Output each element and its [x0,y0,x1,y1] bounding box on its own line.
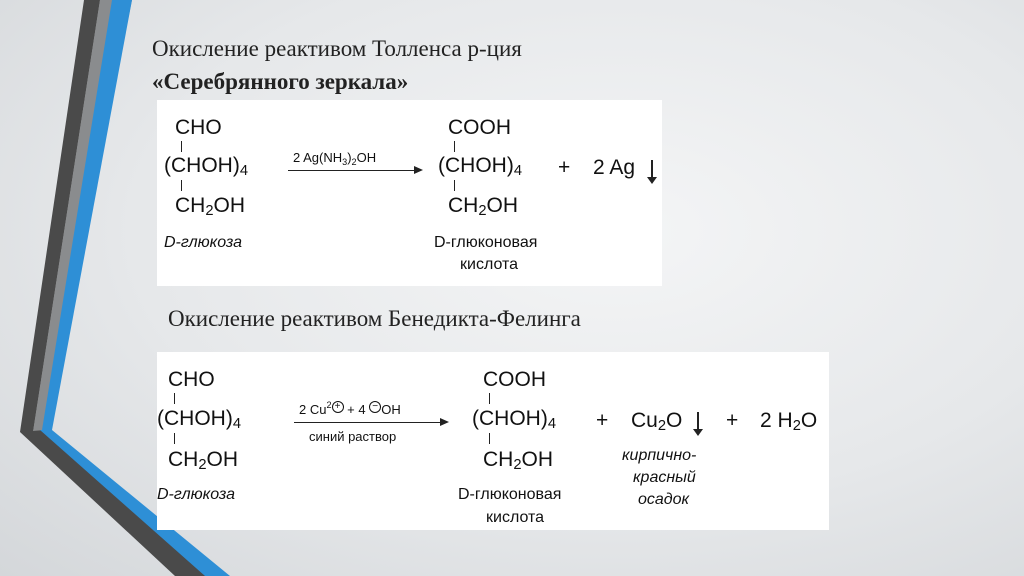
r2-ppt-label-3: осадок [638,491,690,508]
fehling-reaction-panel [157,352,829,530]
r1-product-chain: $(CHOH)_4$ [438,154,522,179]
bond-line [174,433,175,444]
r2-water: 2 $H_2O$ [760,409,818,434]
precipitate-arrow-icon [651,160,653,178]
r1-reagent: 2 $Ag(NH_3)_2OH$ [293,150,377,167]
r2-copper-oxide: $Cu_2O$ [631,409,683,434]
r2-arrow [294,422,440,423]
r1-product-ch2oh: $CH_2OH$ [448,194,519,219]
r2-plus-1: + [596,409,609,432]
r1-arrowhead [414,166,423,174]
tollens-reaction-panel [157,100,662,286]
r2-ppt-label-2: красный [633,469,696,486]
r2-product-label-2: кислота [486,509,545,526]
minus-charge-icon: − [369,401,381,413]
bond-line [454,180,455,191]
r1-plus: + [558,156,571,179]
bond-line [181,180,182,191]
r1-reactant-chain: $(CHOH)_4$ [164,154,248,179]
r1-silver: 2 Ag [593,156,636,179]
r2-reagent: 2 $Cu^2$ + + 4 − OH [299,400,401,417]
r1-product-label-2: кислота [460,256,519,273]
precipitate-arrow-icon [697,412,699,430]
bond-line [489,393,490,404]
r1-arrow [288,170,414,171]
r2-product-label-1: D-глюконовая [458,486,562,503]
bond-line [489,433,490,444]
title-line-2: «Серебрянного зеркала» [152,69,409,94]
r1-reactant-cho: CHO [175,116,222,139]
r2-product-chain: $(CHOH)_4$ [472,407,556,432]
title-line-1: Окисление реактивом Толленса р-ция [152,36,522,61]
slide-title [152,32,522,98]
bond-line [174,393,175,404]
r2-product-cooh: COOH [483,368,546,391]
r1-product-cooh: COOH [448,116,511,139]
r2-product-ch2oh: $CH_2OH$ [483,448,554,473]
r2-reactant-chain: $(CHOH)_4$ [157,407,241,432]
section-subtitle: Окисление реактивом Бенедикта-Фелинга [168,306,581,331]
r2-reactant-label: D-глюкоза [157,486,236,503]
r2-plus-2: + [726,409,739,432]
r2-reactant-ch2oh: $CH_2OH$ [168,448,239,473]
r1-reactant-label: D-глюкоза [164,234,243,251]
plus-charge-icon: + [332,401,344,413]
r2-reactant-cho: CHO [168,368,215,391]
r1-product-label-1: D-глюконовая [434,234,538,251]
bond-line [454,141,455,152]
r2-arrowhead [440,418,449,426]
bond-line [181,141,182,152]
r2-ppt-label-1: кирпично- [622,447,697,464]
r1-reactant-ch2oh: $CH_2OH$ [175,194,246,219]
r2-reagent-note: синий раствор [309,429,397,444]
